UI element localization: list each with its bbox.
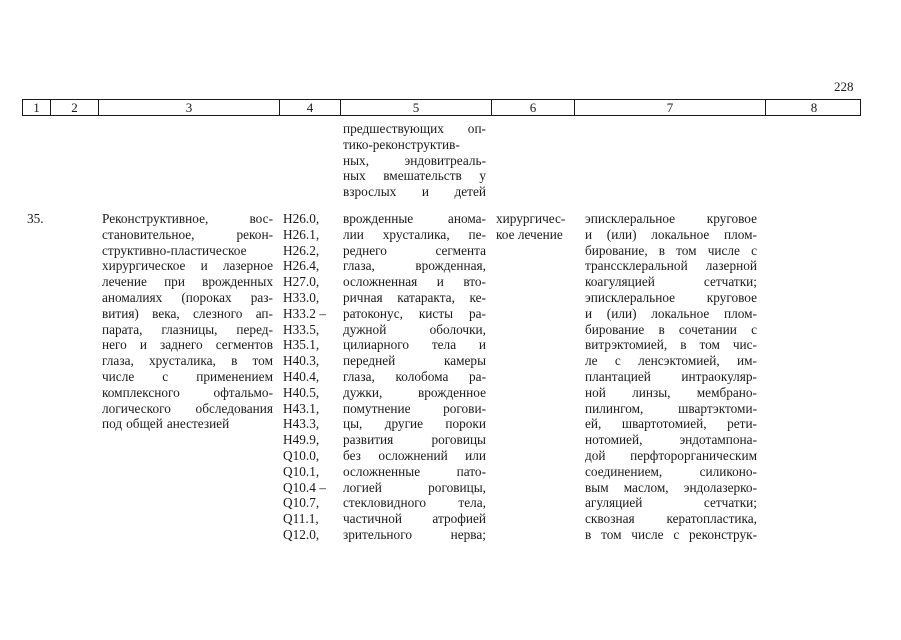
text-line: лечение при врожденных — [102, 274, 273, 290]
text-line: нотомией, эндотампона- — [585, 432, 757, 448]
text-line: цилиарного тела и — [343, 337, 486, 353]
text-line: осложненные пато- — [343, 463, 486, 479]
text-line: H40.3, — [283, 353, 320, 369]
text-line: предшествующих оп- — [343, 121, 486, 136]
text-line: Q10.0, — [283, 447, 320, 463]
continuation-text — [343, 121, 486, 200]
text-line: Q10.1, — [283, 463, 320, 479]
text-line: стекловидного тела, — [343, 495, 486, 511]
text-line: парата, глазницы, перед- — [102, 321, 273, 337]
text-line: H33.5, — [283, 321, 320, 337]
text-line: дужной оболочки, — [343, 321, 486, 337]
text-line: ричная катаракта, ке- — [343, 289, 486, 305]
text-line: зрительного нерва; — [343, 526, 486, 542]
text-line: логического обследования — [102, 400, 273, 416]
text-line: частичной атрофией — [343, 511, 486, 527]
text-line: эписклеральное круговое — [585, 211, 757, 226]
text-line: бирование, в том числе с — [585, 242, 757, 258]
diagnosis-text — [343, 211, 486, 543]
text-line: пилингом, швартэктоми- — [585, 400, 757, 416]
text-line: цы, другие пороки — [343, 416, 486, 432]
text-line: врожденные анома- — [343, 211, 486, 226]
text-line: H33.2 – — [283, 305, 326, 321]
text-line: помутнение рогови- — [343, 400, 486, 416]
text-line: сквозная кератопластика, — [585, 511, 757, 527]
header-cell: 2 — [50, 100, 98, 115]
text-line: ных, эндовитреаль- — [343, 152, 486, 168]
text-line: Q12.0, — [283, 526, 320, 542]
text-line: Q11.1, — [283, 511, 319, 527]
text-line: H43.3, — [283, 416, 320, 432]
text-line: H49.9, — [283, 432, 320, 448]
row-number: 35. — [27, 211, 44, 226]
text-line: развития роговицы — [343, 432, 486, 448]
text-line: соединением, силиконо- — [585, 463, 757, 479]
text-line: Q10.7, — [283, 495, 320, 511]
text-line: числе с применением — [102, 368, 273, 384]
text-line: H40.4, — [283, 368, 320, 384]
header-cell: 4 — [279, 100, 340, 115]
text-line: аномалиях (пороках раз- — [102, 289, 273, 305]
text-line: реднего сегмента — [343, 242, 486, 258]
header-cell: 5 — [340, 100, 491, 115]
text-line: без осложнений или — [343, 447, 486, 463]
text-line: и (или) локальное плом- — [585, 226, 757, 242]
text-line: H26.1, — [283, 226, 320, 242]
text-line: H26.0, — [283, 211, 320, 226]
text-line: плантацией интраокуляр- — [585, 368, 757, 384]
text-line: H27.0, — [283, 274, 320, 290]
treatment-method-text — [585, 211, 757, 543]
text-line: H40.5, — [283, 384, 320, 400]
text-line: тико-реконструктив- — [343, 136, 460, 152]
text-line: под общей анестезией — [102, 416, 230, 432]
text-line: структивно-пластическое — [102, 242, 247, 258]
text-line: Q10.4 – — [283, 479, 326, 495]
text-line: комплексного офтальмо- — [102, 384, 273, 400]
text-line: транссклеральной лазерной — [585, 258, 757, 274]
text-line: коагуляцией сетчатки; — [585, 274, 757, 290]
header-cell: 6 — [491, 100, 574, 115]
header-cell: 1 — [33, 100, 40, 115]
text-line: взрослых и детей — [343, 184, 486, 200]
text-line: Реконструктивное, вос- — [102, 211, 273, 226]
procedure-text — [102, 211, 273, 432]
treatment-type — [496, 211, 576, 243]
text-line: становительное, рекон- — [102, 226, 273, 242]
text-line: H35.1, — [283, 337, 320, 353]
text-line: в том числе с реконструк- — [585, 526, 757, 542]
text-line: логией роговицы, — [343, 479, 486, 495]
text-line: эписклеральное круговое — [585, 289, 757, 305]
table-header — [22, 99, 861, 116]
text-line: агуляцией сетчатки; — [585, 495, 757, 511]
text-line: дой перфторорганическим — [585, 447, 757, 463]
text-line: H33.0, — [283, 289, 320, 305]
header-cell: 7 — [574, 100, 765, 115]
icd-codes — [283, 211, 335, 543]
text-line: ле с ленсэктомией, им- — [585, 353, 757, 369]
text-line: глаза, хрусталика, в том — [102, 353, 273, 369]
text-line: кое лечение — [496, 226, 563, 242]
text-line: глаза, колобома ра- — [343, 368, 486, 384]
text-line: осложненная и вто- — [343, 274, 486, 290]
text-line: и (или) локальное плом- — [585, 305, 757, 321]
text-line: него и заднего сегментов — [102, 337, 273, 353]
text-line: H26.2, — [283, 242, 320, 258]
header-cell: 3 — [98, 100, 279, 115]
text-line: H43.1, — [283, 400, 320, 416]
text-line: дужки, врожденное — [343, 384, 486, 400]
text-line: ных вмешательств у — [343, 168, 486, 184]
text-line: хирургическое и лазерное — [102, 258, 273, 274]
header-cell: 8 — [765, 100, 862, 115]
text-line: вым маслом, эндолазерко- — [585, 479, 757, 495]
text-line: ратоконус, кисты ра- — [343, 305, 486, 321]
text-line: ей, швартотомией, рети- — [585, 416, 757, 432]
text-line: лии хрусталика, пе- — [343, 226, 486, 242]
text-line: витрэктомией, в том чис- — [585, 337, 757, 353]
page-number: 228 — [834, 79, 854, 94]
text-line: вития) века, слезного ап- — [102, 305, 273, 321]
text-line: хирургичес- — [496, 211, 566, 226]
text-line: бирование в сочетании с — [585, 321, 757, 337]
text-line: глаза, врожденная, — [343, 258, 486, 274]
text-line: ной линзы, мембрано- — [585, 384, 757, 400]
text-line: передней камеры — [343, 353, 486, 369]
text-line: H26.4, — [283, 258, 320, 274]
